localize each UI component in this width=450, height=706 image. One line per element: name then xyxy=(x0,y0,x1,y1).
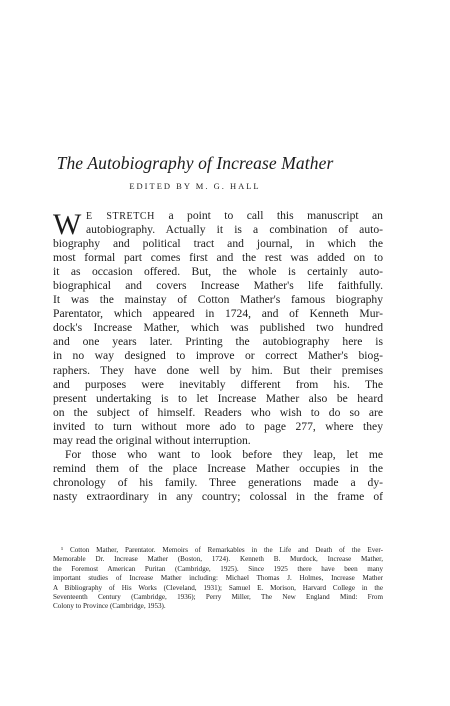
footnote-line: ¹ Cotton Mather, Parentator. Memoirs of Remarkables in the Life and Death of the Ever- xyxy=(61,546,383,554)
body-line: autobiography. Actually it is a combination of auto- xyxy=(86,223,383,237)
body-line: It was the mainstay of Cotton Mather's famous biography xyxy=(53,293,383,307)
body-line: on the subject of himself. Readers who wish to do so are xyxy=(53,405,383,419)
body-line: dock's Increase Mather, which was published two hundred xyxy=(53,321,383,335)
body-line xyxy=(53,209,383,223)
body-line: most formal part comes first and the rest was added on to xyxy=(53,251,383,265)
article-title: The Autobiography of Increase Mather xyxy=(56,153,334,173)
body-line: it as occasion offered. But, the whole is certainly auto- xyxy=(53,265,383,279)
footnote-line: important studies of Increase Mather including: Michael Thomas J. Holmes, Increase Mather xyxy=(53,574,383,583)
article-body xyxy=(53,209,383,504)
footnote-line: A Bibliography of His Works (Cleveland, 1931); Samuel E. Morison, Harvard College in the xyxy=(53,583,383,592)
body-line: raphers. They have done well by him. But their premises xyxy=(53,363,383,377)
footnote-line: Seventeenth Century (Cambridge, 1936); Perry Miller, The New England Mind: From xyxy=(53,592,383,601)
body-line: remind them of the place Increase Mather occupies in the xyxy=(53,461,383,475)
body-line: biographical and covers Increase Mather's life faithfully. xyxy=(53,279,383,293)
opening-line-text: a point to call this manuscript an xyxy=(168,209,383,222)
footnote-line: Memorable Dr. Increase Mather (Boston, 1724). Kenneth B. Murdock, Increase Mather, xyxy=(53,555,383,564)
body-line: and one years later. Printing the autobiography here is xyxy=(53,335,383,349)
opening-small-caps: E STRETCH xyxy=(86,211,155,222)
drop-cap-letter: W xyxy=(53,208,81,241)
body-line: chronology of his family. Three generations made a dy- xyxy=(53,475,383,489)
body-line: nasty extraordinary in any country; colossal in the frame of xyxy=(53,489,383,503)
editor-byline: EDITED BY M. G. HALL xyxy=(129,181,261,191)
body-line: present undertaking is to let Increase Mather also be heard xyxy=(53,391,383,405)
body-line: and purposes were inevitably different from his. The xyxy=(53,377,383,391)
body-line: invited to turn without more ado to page 277, where they xyxy=(53,419,383,433)
footnote-line: Colony to Province (Cambridge, 1953). xyxy=(53,602,166,611)
body-line: For those who want to look before they leap, let me xyxy=(65,447,383,461)
body-line: may read the original without interruption. xyxy=(53,433,251,447)
footnote-line: the Foremost American Puritan (Cambridge, 1925). Since 1925 there have been many xyxy=(53,564,383,573)
footnotes xyxy=(53,546,383,612)
body-line: Parentator, which appeared in 1724, and of Kenneth Mur- xyxy=(53,307,383,321)
body-line: biography and political tract and journal, in which the xyxy=(53,237,383,251)
body-line: in no way designed to improve or correct Mather's biog- xyxy=(53,349,383,363)
